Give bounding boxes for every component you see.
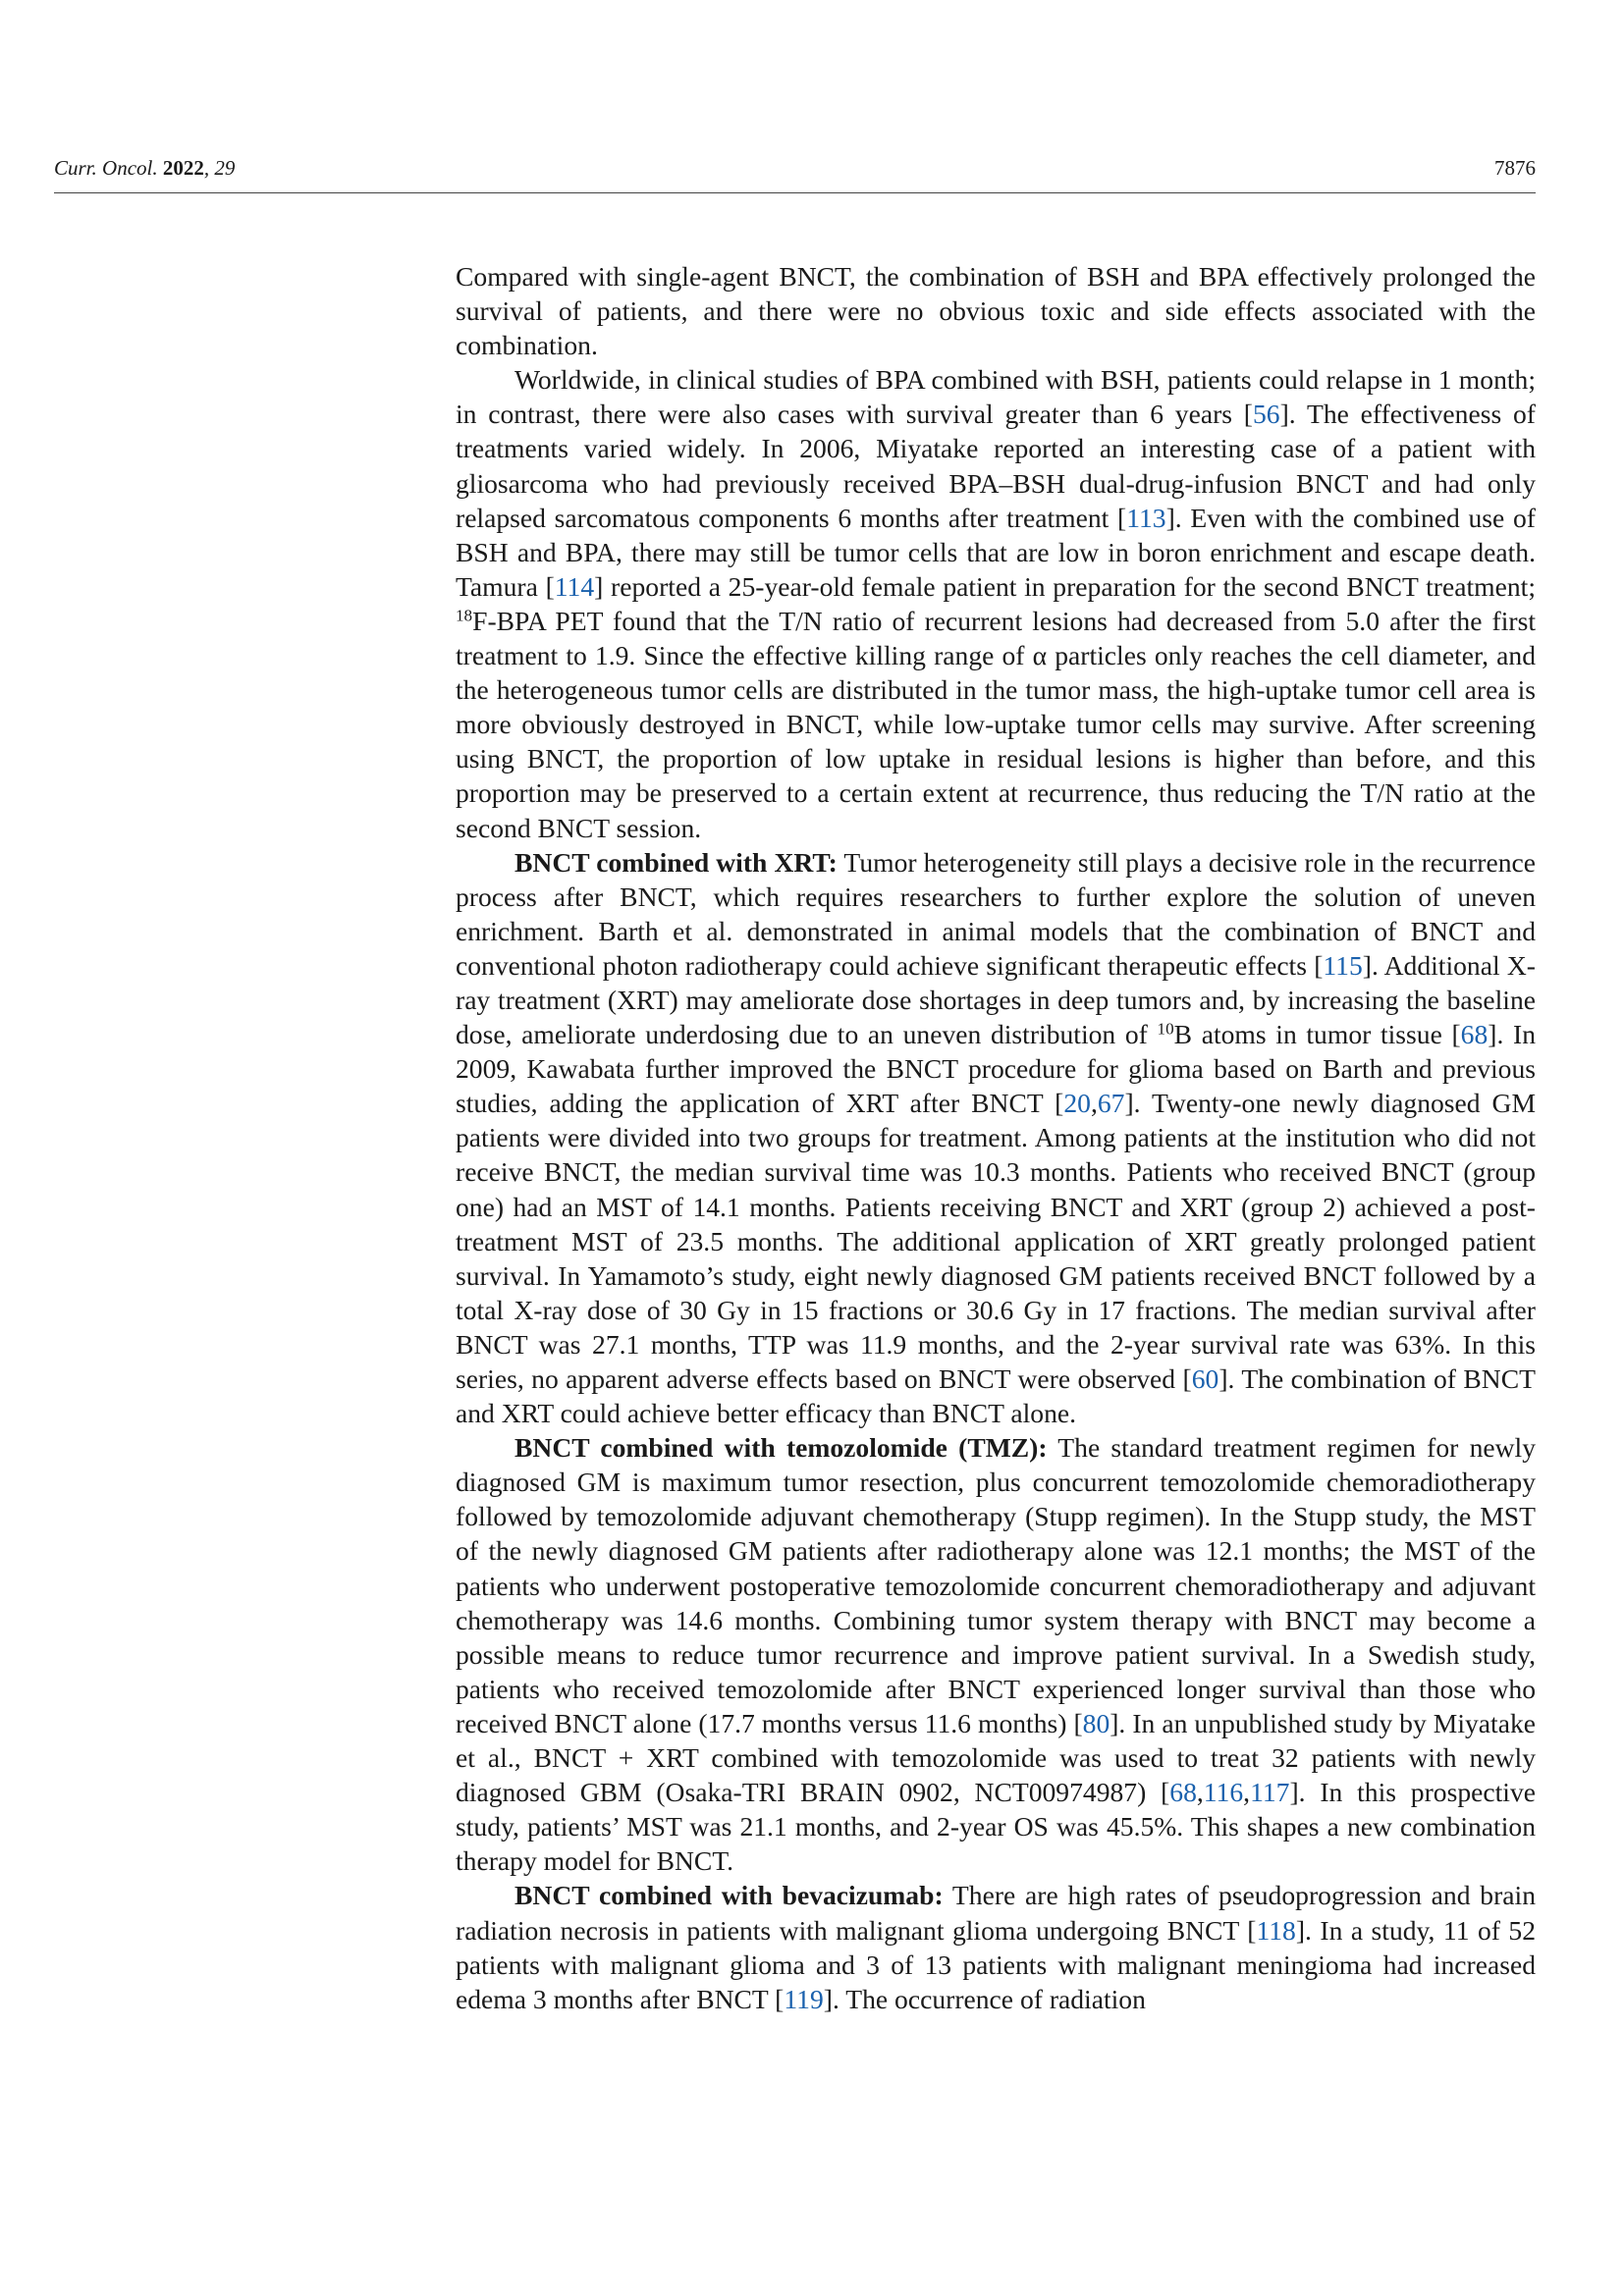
text-run: There are high rates of pseudoprogression and brain radiation necrosis in patients with malignant glioma undergoing BNCT [ bbox=[456, 1880, 1536, 1946]
running-header bbox=[54, 155, 1536, 181]
text-run: F-BPA PET found that the T/N ratio of recurrent lesions had decreased from 5.0 after the first treatment to 1.9. Since the effective killing range of α particles only reaches the cell diameter, and the heterogeneous tumor cells are distributed in the tumor mass, the high-uptake tumor cell area is more obviously destroyed in BNCT, while low-uptake tumor cells may survive. After screening using BNCT, the proportion of low uptake in residual lesions is higher than before, and this proportion may be preserved to a certain extent at recurrence, thus reducing the T/N ratio at the second BNCT session. bbox=[456, 605, 1536, 843]
text-run: ]. The occurrence of radiation bbox=[823, 1983, 1146, 2014]
citation-link[interactable]: 117 bbox=[1250, 1777, 1290, 1808]
header-divider bbox=[54, 192, 1536, 193]
paragraph-bsh-bpa-combination bbox=[456, 259, 1536, 362]
paragraph-bnct-xrt bbox=[456, 845, 1536, 1431]
text-run: ]. In a study, 11 of 52 patients with malignant glioma and 3 of 13 patients with malignant meningioma had increased edema 3 months after BNCT [ bbox=[456, 1914, 1536, 2014]
paragraph-bnct-bevacizumab bbox=[456, 1878, 1536, 2015]
text-run: ] reported a 25-year-old female patient in preparation for the second BNCT treatment; bbox=[594, 570, 1536, 602]
section-heading-tmz: BNCT combined with temozolomide (TMZ): bbox=[514, 1432, 1048, 1464]
journal-volume: , 29 bbox=[203, 156, 236, 180]
text-run: ]. The effectiveness of treatments varied widely. In 2006, Miyatake reported an interesting case of a patient with gliosarcoma who had previously received BPA–BSH dual-drug-infusion BNCT and had only relapsed sarcomatous components 6 months after treatment [ bbox=[456, 399, 1536, 533]
citation-link[interactable]: 67 bbox=[1097, 1088, 1125, 1119]
text-run: ]. In 2009, Kawabata further improved the BNCT procedure for glioma based on Barth and previous studies, adding the application of XRT after BNCT [ bbox=[456, 1019, 1536, 1119]
text-run: ]. In an unpublished study by Miyatake et al., BNCT + XRT combined with temozolomide was used to treat 32 patients with newly diagnosed GBM (Osaka-TRI BRAIN 0902, NCT00974987) [ bbox=[456, 1707, 1536, 1808]
citation-link[interactable]: 116 bbox=[1203, 1777, 1244, 1808]
citation-link[interactable]: 20 bbox=[1063, 1088, 1091, 1119]
text-run: The standard treatment regimen for newly diagnosed GM is maximum tumor resection, plus concurrent temozolomide chemoradiotherapy followed by temozolomide adjuvant chemotherapy (Stupp regimen). In the Stupp study, the MST of the newly diagnosed GM patients after radiotherapy alone was 12.1 months; the MST of the patients who underwent postoperative temozolomide concurrent chemoradiotherapy and adjuvant chemotherapy was 14.6 months. Combining tumor system therapy with BNCT may become a possible means to reduce tumor recurrence and improve patient survival. In a Swedish study, patients who received temozolomide after BNCT experienced longer survival than those who received BNCT alone (17.7 months versus 11.6 months) [ bbox=[456, 1432, 1537, 1738]
paragraph-bnct-tmz bbox=[456, 1430, 1536, 1878]
text-run: ]. In this prospective study, patients’ MST was 21.1 months, and 2-year OS was 45.5%. This shapes a new combination therapy model for BNCT. bbox=[456, 1777, 1536, 1877]
article-body bbox=[456, 259, 1536, 2016]
citation-link[interactable]: 118 bbox=[1256, 1914, 1296, 1946]
text-run: Tumor heterogeneity still plays a decisive role in the recurrence process after BNCT, which requires researchers to further explore the solution of uneven enrichment. Barth et al. demonstrated in animal models that the combination of BNCT and conventional photon radiotherapy could achieve significant therapeutic effects [ bbox=[456, 846, 1536, 981]
citation-link[interactable]: 68 bbox=[1460, 1019, 1489, 1050]
text-run: ]. Additional X-ray treatment (XRT) may ameliorate dose shortages in deep tumors and, by increasing the baseline dose, ameliorate underdosing due to an uneven distribution of bbox=[456, 949, 1536, 1050]
journal-year: 2022 bbox=[162, 156, 204, 180]
text-run: ]. Twenty-one newly diagnosed GM patients were divided into two groups for treatment. Among patients at the institution who did not receive BNCT, the median survival time was 10.3 months. Patients who received BNCT (group one) had an MST of 14.1 months. Patients receiving BNCT and XRT (group 2) achieved a post-treatment MST of 23.5 months. The additional application of XRT greatly prolonged patient survival. In Yamamoto’s study, eight newly diagnosed GM patients received BNCT followed by a total X-ray dose of 30 Gy in 15 fractions or 30.6 Gy in 17 fractions. The median survival after BNCT was 27.1 months, TTP was 11.9 months, and the 2-year survival rate was 63%. In this series, no apparent adverse effects based on BNCT were observed [ bbox=[456, 1088, 1536, 1394]
citation-separator: , bbox=[1196, 1777, 1204, 1808]
citation-link[interactable]: 80 bbox=[1082, 1707, 1110, 1738]
citation-link[interactable]: 115 bbox=[1323, 949, 1363, 981]
citation-link[interactable]: 114 bbox=[554, 570, 595, 602]
citation-link[interactable]: 68 bbox=[1169, 1777, 1197, 1808]
text-run: Compared with single-agent BNCT, the combination of BSH and BPA effectively prolonged the survival of patients, and there were no obvious toxic and side effects associated with the combination. bbox=[456, 261, 1536, 361]
citation-link[interactable]: 56 bbox=[1253, 399, 1280, 430]
superscript-isotope: 10 bbox=[1157, 1019, 1174, 1039]
citation-separator: , bbox=[1090, 1088, 1098, 1119]
text-run: ]. Even with the combined use of BSH and BPA, there may still be tumor cells that are low in boron enrichment and escape death. Tamura [ bbox=[456, 502, 1536, 602]
citation-separator: , bbox=[1243, 1777, 1251, 1808]
citation-link[interactable]: 119 bbox=[784, 1983, 824, 2014]
text-run: B atoms in tumor tissue [ bbox=[1173, 1019, 1461, 1050]
page-number: 7876 bbox=[1494, 156, 1536, 180]
paragraph-worldwide-studies bbox=[456, 362, 1536, 844]
citation-link[interactable]: 60 bbox=[1191, 1363, 1219, 1394]
citation-link[interactable]: 113 bbox=[1126, 502, 1166, 533]
journal-name: Curr. Oncol. bbox=[54, 156, 158, 180]
section-heading-xrt: BNCT combined with XRT: bbox=[514, 846, 838, 878]
superscript-isotope: 18 bbox=[456, 606, 473, 625]
text-run: ]. The combination of BNCT and XRT could achieve better efficacy than BNCT alone. bbox=[456, 1363, 1536, 1429]
section-heading-bevacizumab: BNCT combined with bevacizumab: bbox=[514, 1880, 944, 1911]
text-run: Worldwide, in clinical studies of BPA combined with BSH, patients could relapse in 1 month; in contrast, there were also cases with survival greater than 6 years [ bbox=[456, 364, 1536, 430]
